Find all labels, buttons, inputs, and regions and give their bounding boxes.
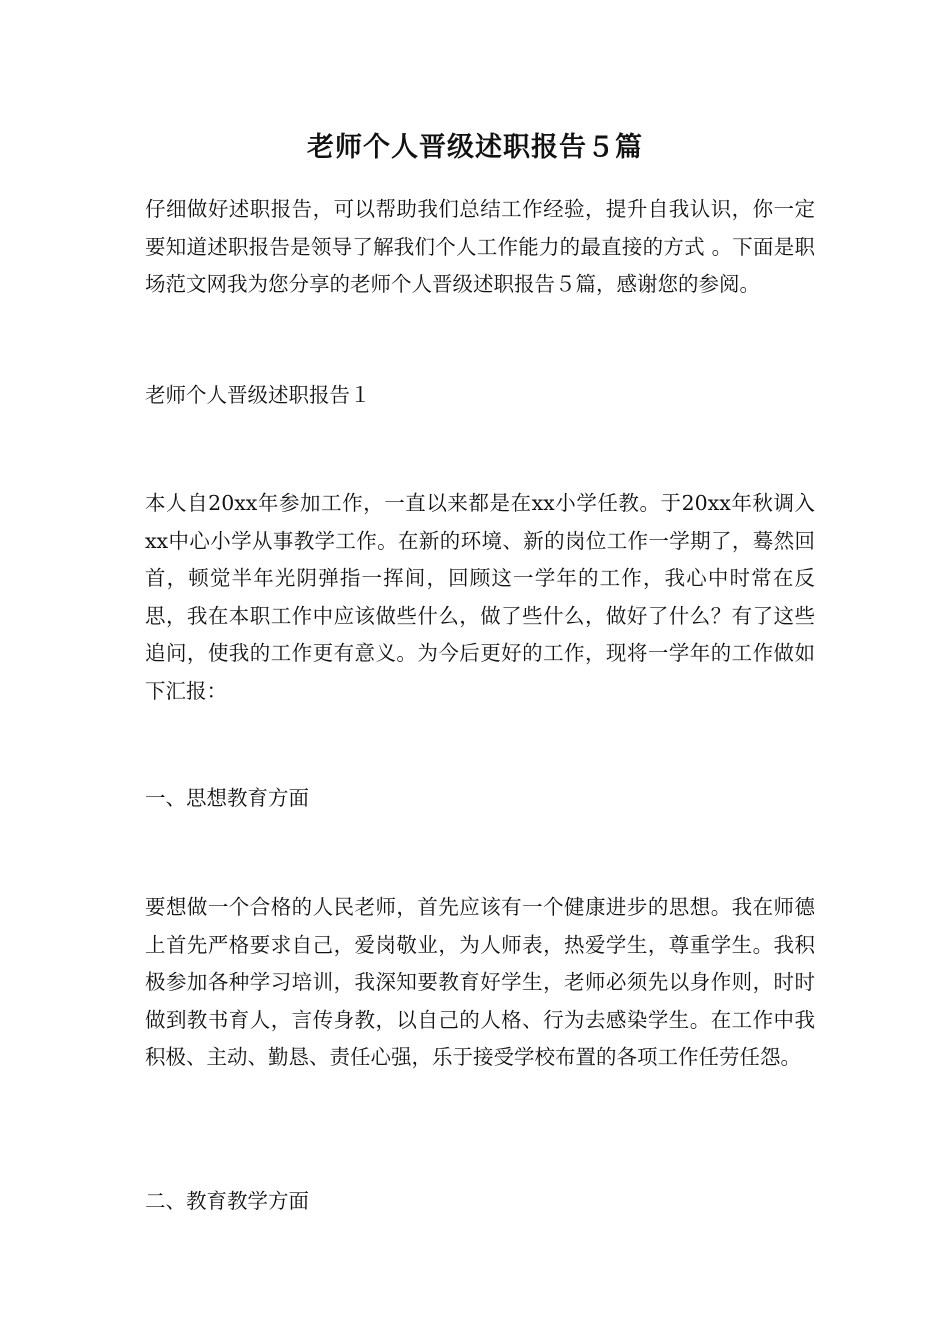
subheading-teaching: 二、教育教学方面	[145, 1189, 309, 1213]
document-title: 老师个人晋级述职报告５篇	[307, 132, 643, 163]
intro-paragraph: 仔细做好述职报告，可以帮助我们总结工作经验，提升自我认识，你一定要知道述职报告是领导了解我们个人工作能力的最直接的方式 。下面是职场范文网我为您分享的老师个人晋级述职报告５篇，感谢您的参阅。	[145, 197, 815, 296]
section-heading: 老师个人晋级述职报告１	[145, 383, 371, 407]
body-paragraph-2: 要想做一个合格的人民老师，首先应该有一个健康进步的思想。我在师德上首先严格要求自己，爱岗敬业，为人师表，热爱学生，尊重学生。我积极参加各种学习培训，我深知要教育好学生，老师必须先以身作则，时时做到教书育人，言传身教，以自己的人格、行为去感染学生。在工作中我积极、主动、勤恳、责任心强，乐于接受学校布置的各项工作任劳任怨。	[145, 895, 815, 1069]
subheading-ideological-education: 一、思想教育方面	[145, 786, 309, 810]
body-paragraph-1: 本人自20xx年参加工作，一直以来都是在xx小学任教。于20xx年秋调入xx中心小学从事教学工作。在新的环境、新的岗位工作一学期了，蓦然回首，顿觉半年光阴弹指一挥间，回顾这一学年的工作，我心中时常在反思，我在本职工作中应该做些什么，做了些什么，做好了什么？有了这些追问，使我的工作更有意义。为今后更好的工作，现将一学年的工作做如下汇报：	[145, 491, 815, 703]
